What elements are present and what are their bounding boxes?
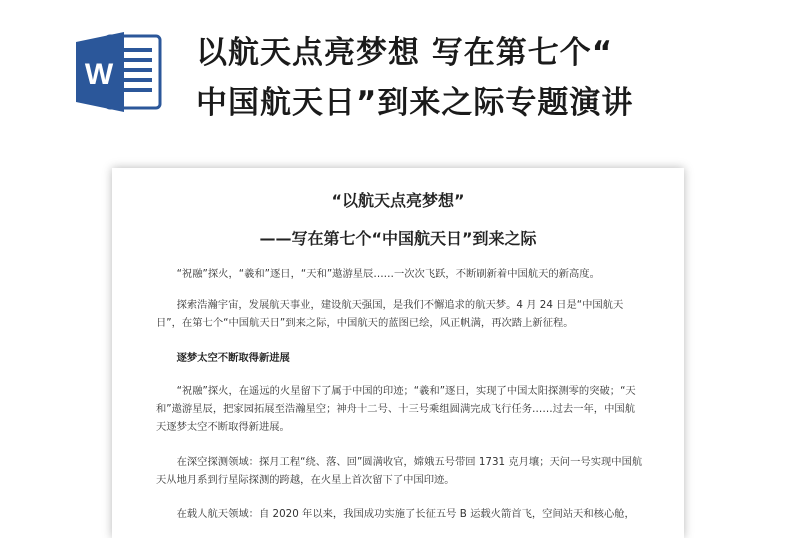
word-icon-letter: W (84, 58, 114, 91)
document-subtitle: ——写在第七个“中国航天日”到来之际 (259, 229, 537, 248)
section-heading: 逐梦太空不断取得新进展 (176, 352, 290, 364)
paragraph-aerospace-day: 探索浩瀚宇宙，发展航天事业，建设航天强国，是我们不懈追求的航天梦。4 月 24 日是“中国航天日”，在第七个“中国航天日”到来之际，中国航天的蓝图已绘，风正帆满，再次踏上新征程。 (156, 299, 624, 329)
document-title: “以航天点亮梦想” (331, 191, 465, 210)
header (0, 0, 800, 150)
header-title-line-1: 以航天点亮梦想 写在第七个“ (196, 35, 614, 71)
paragraph-deep-space: 在深空探测领域：探月工程“绕、落、回”圆满收官，嫦娥五号带回 1731 克月壤；天问一号实现中国航天从地月系到行星际探测的跨越，在火星上首次留下了中国印迹。 (156, 456, 643, 486)
paragraph-achievements: “祝融”探火，在遥远的火星留下了属于中国的印迹；“羲和”逐日，实现了中国太阳探测零的突破；“天和”遨游星辰，把家园拓展至浩瀚星空；神舟十二号、十三号乘组圆满完成飞行任务……过去一年，中国航天逐梦太空不断取得新进展。 (156, 385, 636, 433)
word-document-icon (72, 30, 166, 114)
paragraph-manned-spaceflight: 在载人航天领域：自 2020 年以来，我国成功实施了长征五号 B 运载火箭首飞，空间站天和核心舱， (176, 508, 635, 520)
header-title-line-2: 中国航天日”到来之际专题演讲 (196, 85, 634, 121)
document-page (112, 168, 684, 538)
paragraph-intro: “祝融”探火，“羲和”逐日，“天和”遨游星辰……一次次飞跃，不断刷新着中国航天的新高度。 (176, 268, 600, 280)
